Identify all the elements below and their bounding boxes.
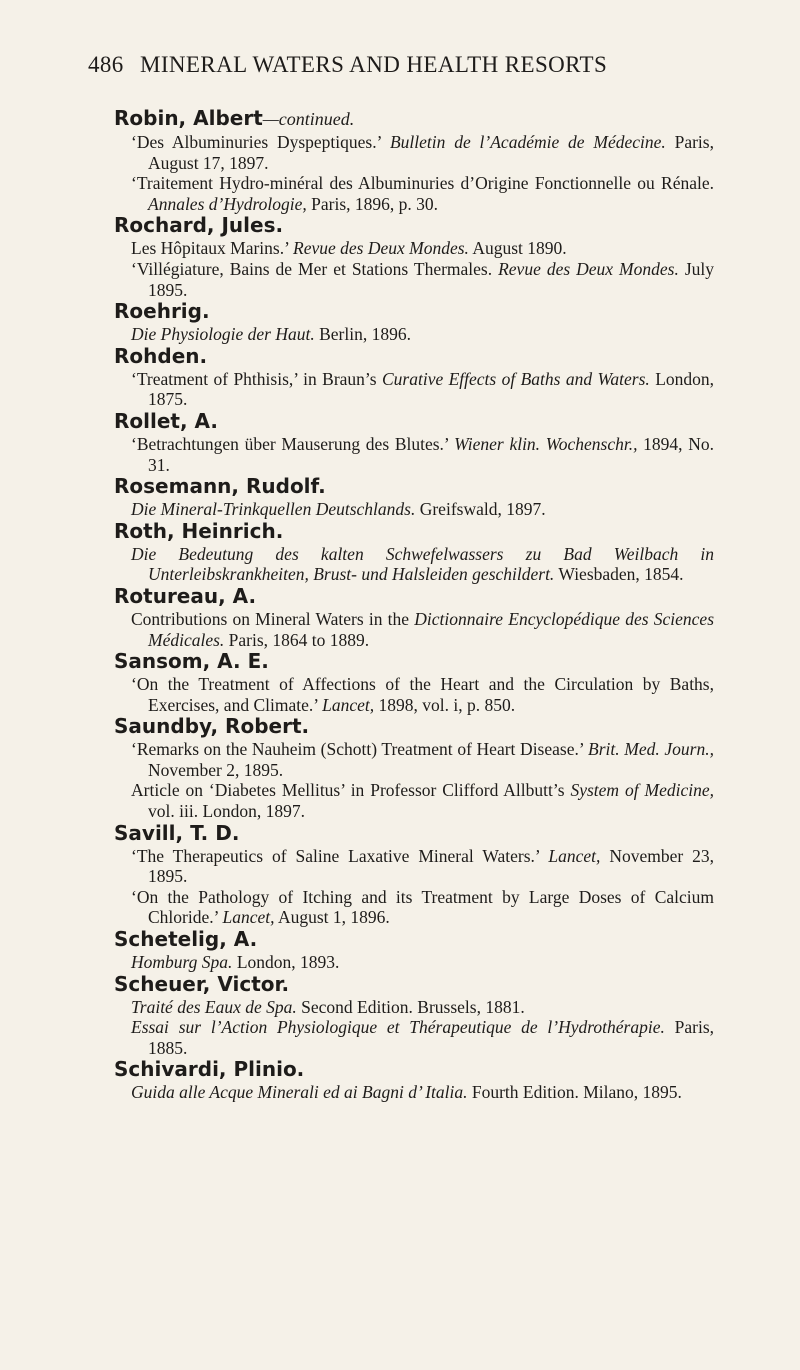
citation-text: 1898, vol. i, p. 850. <box>374 694 516 715</box>
author-name: Rosemann, Rudolf. <box>114 474 326 499</box>
bibliography-entry <box>114 300 714 345</box>
work-citation <box>131 434 714 475</box>
bibliography-entry <box>114 520 714 585</box>
bibliography-entry <box>114 214 714 300</box>
author-name: Scheuer, Victor. <box>114 971 290 996</box>
citation-text: ‘Treatment of Phthisis,’ in Braun’s <box>131 368 382 389</box>
author-heading <box>114 715 714 738</box>
citation-text: Article on ‘Diabetes Mellitus’ in Professor Clifford Allbutt’s <box>131 780 571 801</box>
citation-text: ‘The Therapeutics of Saline Laxative Mineral Waters.’ <box>131 845 549 866</box>
bibliography-entry <box>114 973 714 1059</box>
work-title: Die Physiologie der Haut. <box>131 324 315 345</box>
work-title: Revue des Deux Mondes. <box>498 258 679 279</box>
bibliography-list <box>114 107 714 1103</box>
citation-text: ‘Traitement Hydro-minéral des Albuminuries d’Origine Fonctionnelle ou Rénale. <box>131 173 714 194</box>
author-name: Saundby, Robert. <box>114 714 310 739</box>
citation-text: Berlin, 1896. <box>314 324 411 345</box>
author-name: Robin, Albert <box>114 106 263 130</box>
citation-text: ‘Des Albuminuries Dyspeptiques.’ <box>131 132 390 152</box>
work-title: Bulletin de l’Académie de Médecine. <box>389 132 666 152</box>
citation-text: Fourth Edition. Milano, 1895. <box>467 1082 682 1103</box>
author-name: Schetelig, A. <box>114 927 258 952</box>
work-title: Curative Effects of Baths and Waters. <box>381 368 650 389</box>
work-title: Lancet, <box>222 907 275 928</box>
work-title: Wiener klin. Wochenschr., <box>454 433 638 454</box>
author-heading <box>114 345 714 368</box>
citation-text: Contributions on Mineral Waters in the <box>131 608 415 629</box>
work-title: System of Medicine, <box>570 780 715 801</box>
citation-text: November 23, 1895. <box>148 845 714 887</box>
work-title: Guida alle Acque Minerali ed ai Bagni d’ Italia. <box>131 1082 468 1103</box>
citation-text: ‘On the Pathology of Itching and its Treatment by Large Doses of Calcium Chloride.’ <box>131 886 714 928</box>
bibliography-entry <box>114 410 714 475</box>
work-citation <box>131 499 714 520</box>
citation-text: 1894, No. 31. <box>148 433 715 475</box>
citation-text: ‘Villégiature, Bains de Mer et Stations Thermales. <box>131 258 499 279</box>
citation-text: Second Edition. Brussels, 1881. <box>296 996 525 1017</box>
author-name: Sansom, A. E. <box>114 649 269 674</box>
citation-text: ‘Betrachtungen über Mauserung des Blutes.’ <box>131 433 455 454</box>
author-heading <box>114 214 714 237</box>
citation-text: November 2, 1895. <box>148 759 284 780</box>
citation-text: August 1, 1896. <box>274 907 390 928</box>
author-name: Roehrig. <box>114 299 210 324</box>
work-title: Brit. Med. Journ., <box>588 739 714 760</box>
work-title: Dictionnaire Encyclopédique des Sciences Médicales. <box>148 608 715 650</box>
work-title: Lancet, <box>322 694 375 715</box>
citation-text: ‘Remarks on the Nauheim (Schott) Treatment of Heart Disease.’ <box>131 739 589 760</box>
work-citation <box>131 369 714 410</box>
citation-text: Les Hôpitaux Marins.’ <box>131 238 294 259</box>
work-citation <box>131 887 714 928</box>
author-heading <box>114 1058 714 1081</box>
continued-note: —continued. <box>262 109 355 129</box>
author-name: Roth, Heinrich. <box>114 518 284 543</box>
bibliography-entry <box>114 715 714 821</box>
author-heading <box>114 973 714 996</box>
citation-text: August 1890. <box>468 238 567 259</box>
work-citation <box>131 1017 714 1058</box>
work-citation <box>131 674 714 715</box>
work-citation <box>131 259 714 300</box>
bibliography-entry <box>114 928 714 973</box>
citation-text: London, 1875. <box>148 368 715 410</box>
citation-text: Paris, 1896, p. 30. <box>306 193 439 214</box>
author-heading <box>114 107 714 131</box>
author-name: Rollet, A. <box>114 408 218 433</box>
work-citation <box>131 1082 714 1103</box>
bibliography-entry <box>114 650 714 715</box>
author-name: Rotureau, A. <box>114 583 257 608</box>
running-title: MINERAL WATERS AND HEALTH RESORTS <box>140 52 608 77</box>
work-citation <box>131 238 714 259</box>
work-citation <box>131 846 714 887</box>
bibliography-entry <box>114 107 714 214</box>
citation-text: Wiesbaden, 1854. <box>554 564 684 585</box>
author-name: Rochard, Jules. <box>114 213 284 238</box>
citation-text: ‘On the Treatment of Affections of the Heart and the Circulation by Baths, Exercises, and Climate.’ <box>131 674 714 715</box>
work-citation <box>131 173 714 214</box>
bibliography-entry <box>114 585 714 650</box>
author-heading <box>114 410 714 433</box>
work-title: Essai sur l’Action Physiologique et Thérapeutique de l’Hydrothérapie. <box>131 1017 665 1038</box>
work-citation <box>131 997 714 1018</box>
work-title: Homburg Spa. <box>131 952 233 973</box>
work-title: Die Mineral-Trinkquellen Deutschlands. <box>131 499 416 520</box>
author-heading <box>114 300 714 323</box>
work-citation <box>131 952 714 973</box>
citation-text: vol. iii. London, 1897. <box>148 801 306 822</box>
citation-text: London, 1893. <box>232 952 340 973</box>
work-title: Revue des Deux Mondes. <box>293 238 469 259</box>
author-heading <box>114 928 714 951</box>
citation-text: Paris, 1864 to 1889. <box>224 629 370 650</box>
work-citation <box>131 132 714 173</box>
author-name: Schivardi, Plinio. <box>114 1057 305 1082</box>
work-title: Annales d’Hydrologie, <box>148 193 307 214</box>
work-title: Traité des Eaux de Spa. <box>131 996 297 1017</box>
author-heading <box>114 475 714 498</box>
citation-text: Paris, August 17, 1897. <box>148 132 714 173</box>
citation-text: Paris, 1885. <box>148 1017 715 1058</box>
work-title: Lancet, <box>548 845 601 866</box>
author-heading <box>114 585 714 608</box>
page-number: 486 <box>88 52 124 77</box>
work-citation <box>131 324 714 345</box>
bibliography-entry <box>114 345 714 410</box>
author-heading <box>114 520 714 543</box>
author-heading <box>114 822 714 845</box>
work-citation <box>131 739 714 780</box>
bibliography-entry <box>114 475 714 520</box>
work-citation <box>131 780 714 821</box>
work-citation <box>131 544 714 585</box>
author-name: Savill, T. D. <box>114 820 240 845</box>
citation-text: July 1895. <box>148 258 714 300</box>
bibliography-entry <box>114 822 714 928</box>
author-name: Rohden. <box>114 343 208 368</box>
work-citation <box>131 609 714 650</box>
author-heading <box>114 650 714 673</box>
bibliography-entry <box>114 1058 714 1103</box>
work-title: Die Bedeutung des kalten Schwefelwassers zu Bad Weilbach in Unterleibskrankheiten, Brust- und Halsleiden geschildert. <box>131 543 714 585</box>
citation-text: Greifswald, 1897. <box>415 499 546 520</box>
